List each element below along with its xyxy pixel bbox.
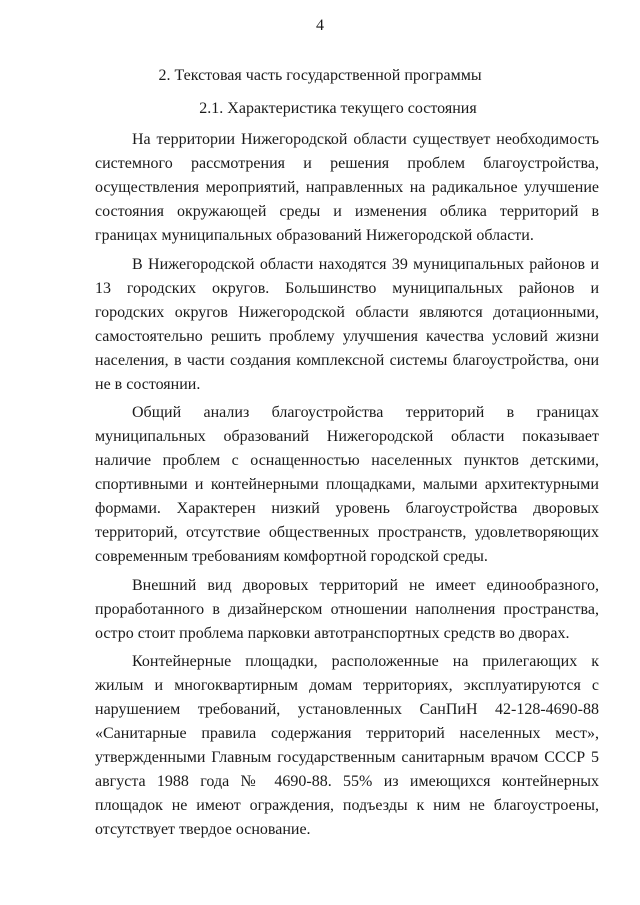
page-number: 4	[316, 17, 324, 34]
body-text	[95, 128, 599, 847]
paragraph-general-analysis: Общий анализ благоустройства территорий в границах муниципальных образований Нижегородской области показывает наличие проблем с оснащенностью населенных пунктов детскими, спортивными и контейнерными площадками, малыми архитектурными формами. Характерен низкий уровень благоустройства дворовых территорий, отсутствие общественных пространств, удовлетворяющих современным требованиям комфортной городской среды.	[95, 404, 599, 566]
paragraph-municipal-districts: В Нижегородской области находятся 39 муниципальных районов и 13 городских округов. Большинство муниципальных районов и городских округов Нижегородской области являются дотационными, самостоятельно решить проблему улучшения качества условий жизни населения, в части создания комплексной системы благоустройства, они не в состоянии.	[95, 255, 599, 393]
paragraph-yard-appearance: Внешний вид дворовых территорий не имеет единообразного, проработанного в дизайнерском отношении наполнения пространства, остро стоит проблема парковки автотранспортных средств во дворах.	[95, 576, 599, 642]
paragraph-territory-need: На территории Нижегородской области существует необходимость системного рассмотрения и решения проблем благоустройства, осуществления мероприятий, направленных на радикальное улучшение состояния окружающей среды и изменения облика территорий в границах муниципальных образований Нижегородской области.	[95, 131, 599, 244]
section-title: 2. Текстовая часть государственной программы	[158, 67, 482, 84]
subsection-title: 2.1. Характеристика текущего состояния	[199, 100, 477, 117]
paragraph-container-sites: Контейнерные площадки, расположенные на прилегающих к жилым и многоквартирным домам территориях, эксплуатируются с нарушением требований, установленных СанПиН 42-128-4690-88 «Санитарные правила содержания территорий населенных мест», утвержденными Главным государственным санитарным врачом СССР 5 августа 1988 года № 4690-88. 55% из имеющихся контейнерных площадок не имеют ограждения, подъезды к ним не благоустроены, отсутствует твердое основание.	[95, 653, 599, 839]
